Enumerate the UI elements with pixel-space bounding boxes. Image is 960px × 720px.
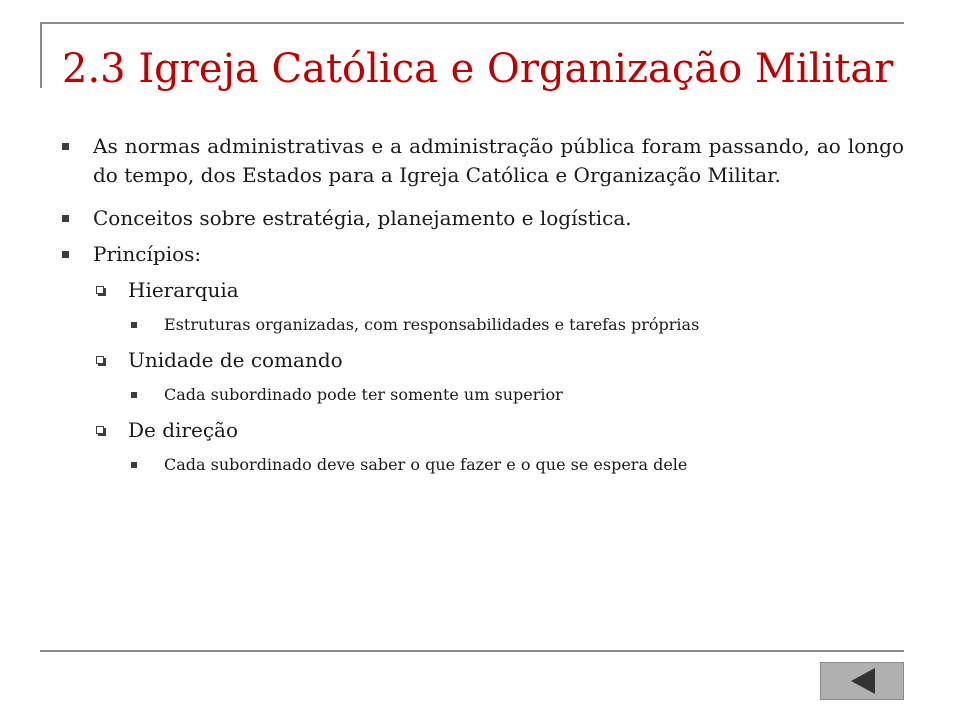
triangle-left-icon — [821, 663, 903, 699]
square-bullet-icon — [131, 462, 137, 468]
square-bullet-icon — [62, 143, 69, 150]
sub-bullet-item — [62, 276, 904, 305]
sub-bullet-text: Unidade de comando — [128, 348, 343, 372]
bullet-text: Conceitos sobre estratégia, planejamento e logística. — [93, 206, 632, 230]
frame-left-line — [40, 22, 42, 88]
sub-bullet-item — [62, 416, 904, 445]
sub-sub-bullet-item — [62, 382, 904, 408]
hollow-square-bullet-icon — [96, 426, 104, 434]
hollow-square-bullet-icon — [96, 356, 104, 364]
frame-top-line — [40, 22, 904, 24]
sub-bullet-item — [62, 346, 904, 375]
sub-sub-bullet-item — [62, 312, 904, 338]
square-bullet-icon — [62, 215, 69, 222]
sub-bullet-text: Hierarquia — [128, 278, 239, 302]
square-bullet-icon — [131, 392, 137, 398]
bullet-item — [62, 132, 904, 190]
frame-bottom-line — [40, 650, 904, 652]
square-bullet-icon — [62, 251, 69, 258]
sub-sub-bullet-text: Cada subordinado pode ter somente um superior — [164, 385, 563, 404]
sub-sub-bullet-item — [62, 452, 904, 478]
bullet-item — [62, 240, 904, 269]
slide-content — [62, 132, 904, 478]
sub-sub-bullet-text: Estruturas organizadas, com responsabilidades e tarefas próprias — [164, 315, 700, 334]
square-bullet-icon — [131, 322, 137, 328]
sub-bullet-text: De direção — [128, 418, 238, 442]
previous-slide-button[interactable] — [820, 662, 904, 700]
bullet-item — [62, 204, 904, 233]
slide-title: 2.3 Igreja Católica e Organização Militar — [62, 46, 894, 92]
bullet-text: Princípios: — [93, 242, 202, 266]
sub-sub-bullet-text: Cada subordinado deve saber o que fazer e o que se espera dele — [164, 455, 688, 474]
bullet-text: As normas administrativas e a administração pública foram passando, ao longo do tempo, dos Estados para a Igreja Católica e Organização Militar. — [93, 134, 904, 187]
hollow-square-bullet-icon — [96, 286, 104, 294]
